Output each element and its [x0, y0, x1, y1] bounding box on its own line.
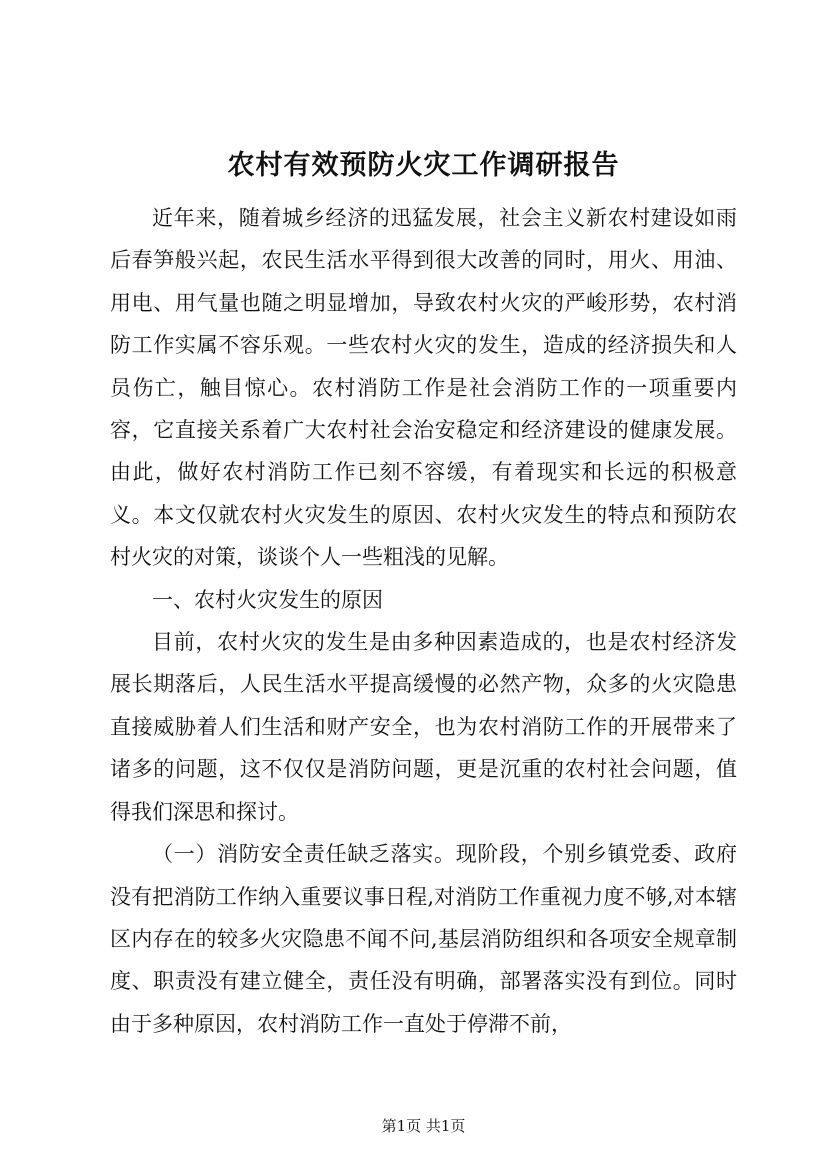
- section-heading: 一、农村火灾发生的原因: [152, 587, 383, 612]
- paragraph-causes: 目前，农村火灾的发生是由多种因素造成的，也是农村经济发展长期落后，人民生活水平提高缓慢的必然产物，众多的火灾隐患直接威胁着人们生活和财产安全，也为农村消防工作的开展带来了诸多的问题，这不仅仅是消防问题，更是沉重的农村社会问题，值得我们深思和探讨。: [110, 630, 737, 824]
- paragraph-responsibility: （一）消防安全责任缺乏落实。现阶段，个别乡镇党委、政府没有把消防工作纳入重要议事日程,对消防工作重视力度不够,对本辖区内存在的较多火灾隐患不闻不问,基层消防组织和各项安全规章制度、职责没有建立健全，责任没有明确，部署落实没有到位。同时由于多种原因，农村消防工作一直处于停滞不前，: [110, 842, 737, 1036]
- document-body: [110, 197, 737, 1045]
- page-footer: 第1页 共1页: [381, 1117, 466, 1135]
- paragraph-intro: 近年来，随着城乡经济的迅猛发展，社会主义新农村建设如雨后春笋般兴起，农民生活水平得到很大改善的同时，用火、用油、用电、用气量也随之明显增加，导致农村火灾的严峻形势，农村消防工作实属不容乐观。一些农村火灾的发生，造成的经济损失和人员伤亡，触目惊心。农村消防工作是社会消防工作的一项重要内容，它直接关系着广大农村社会治安稳定和经济建设的健康发展。由此，做好农村消防工作已刻不容缓，有着现实和长远的积极意义。本文仅就农村火灾发生的原因、农村火灾发生的特点和预防农村火灾的对策，谈谈个人一些粗浅的见解。: [110, 206, 737, 570]
- document-title: 农村有效预防火灾工作调研报告: [227, 150, 620, 181]
